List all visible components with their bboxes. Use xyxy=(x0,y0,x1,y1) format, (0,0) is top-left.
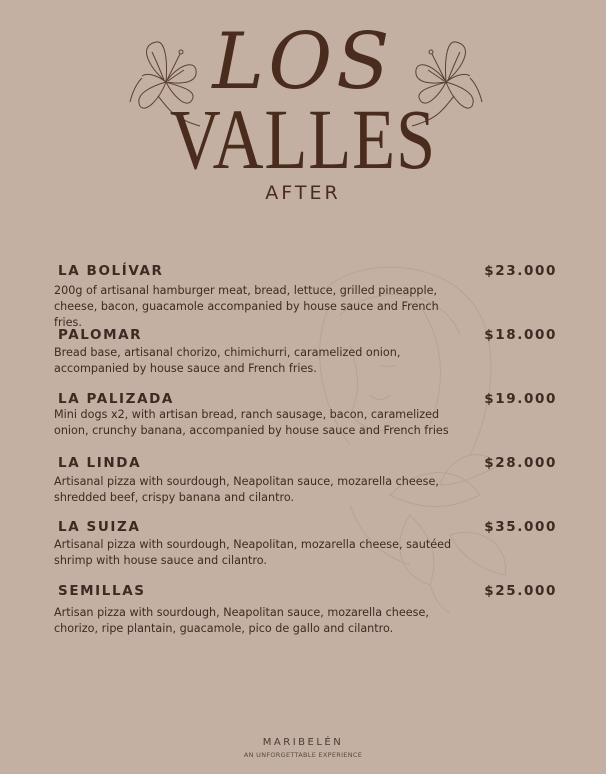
footer-brand: MARIBELÉN xyxy=(262,737,344,748)
item-name: LA LINDA xyxy=(58,455,142,471)
item-name: LA PALIZADA xyxy=(58,391,174,407)
footer-tagline: AN UNFORGETTABLE EXPERIENCE xyxy=(243,751,363,759)
item-price: $28.000 xyxy=(484,455,557,471)
item-name: LA SUIZA xyxy=(58,519,141,535)
brand-title-line1: LOS xyxy=(212,17,394,107)
item-name: PALOMAR xyxy=(58,327,143,343)
item-price: $25.000 xyxy=(484,583,557,599)
item-name: LA BOLÍVAR xyxy=(58,263,164,279)
item-description: Artisan pizza with sourdough, Neapolitan sauce, mozarella cheese, chorizo, ripe plantain, guacamole, pico de gallo and cilantro. xyxy=(54,606,429,635)
item-name: SEMILLAS xyxy=(58,583,146,599)
item-description: Mini dogs x2, with artisan bread, ranch sausage, bacon, caramelized onion, crunchy banana, accompanied by house sauce and French fries xyxy=(54,408,449,437)
brand-title-line2: VALLES xyxy=(169,91,437,187)
item-description: Bread base, artisanal chorizo, chimichurri, caramelized onion, accompanied by house sauce and French fries. xyxy=(54,346,401,375)
item-price: $23.000 xyxy=(484,263,557,279)
item-description: Artisanal pizza with sourdough, Neapolitan, mozarella cheese, sautéed shrimp with house sauce and cilantro. xyxy=(54,538,452,567)
brand-subtitle: AFTER xyxy=(265,182,341,204)
item-description: Artisanal pizza with sourdough, Neapolitan sauce, mozarella cheese, shredded beef, crispy banana and cilantro. xyxy=(54,475,439,504)
item-price: $19.000 xyxy=(484,391,557,407)
item-description: 200g of artisanal hamburger meat, bread, lettuce, grilled pineapple, cheese, bacon, guacamole accompanied by house sauce and French fries. xyxy=(54,284,439,329)
item-price: $35.000 xyxy=(484,519,557,535)
item-price: $18.000 xyxy=(484,327,557,343)
